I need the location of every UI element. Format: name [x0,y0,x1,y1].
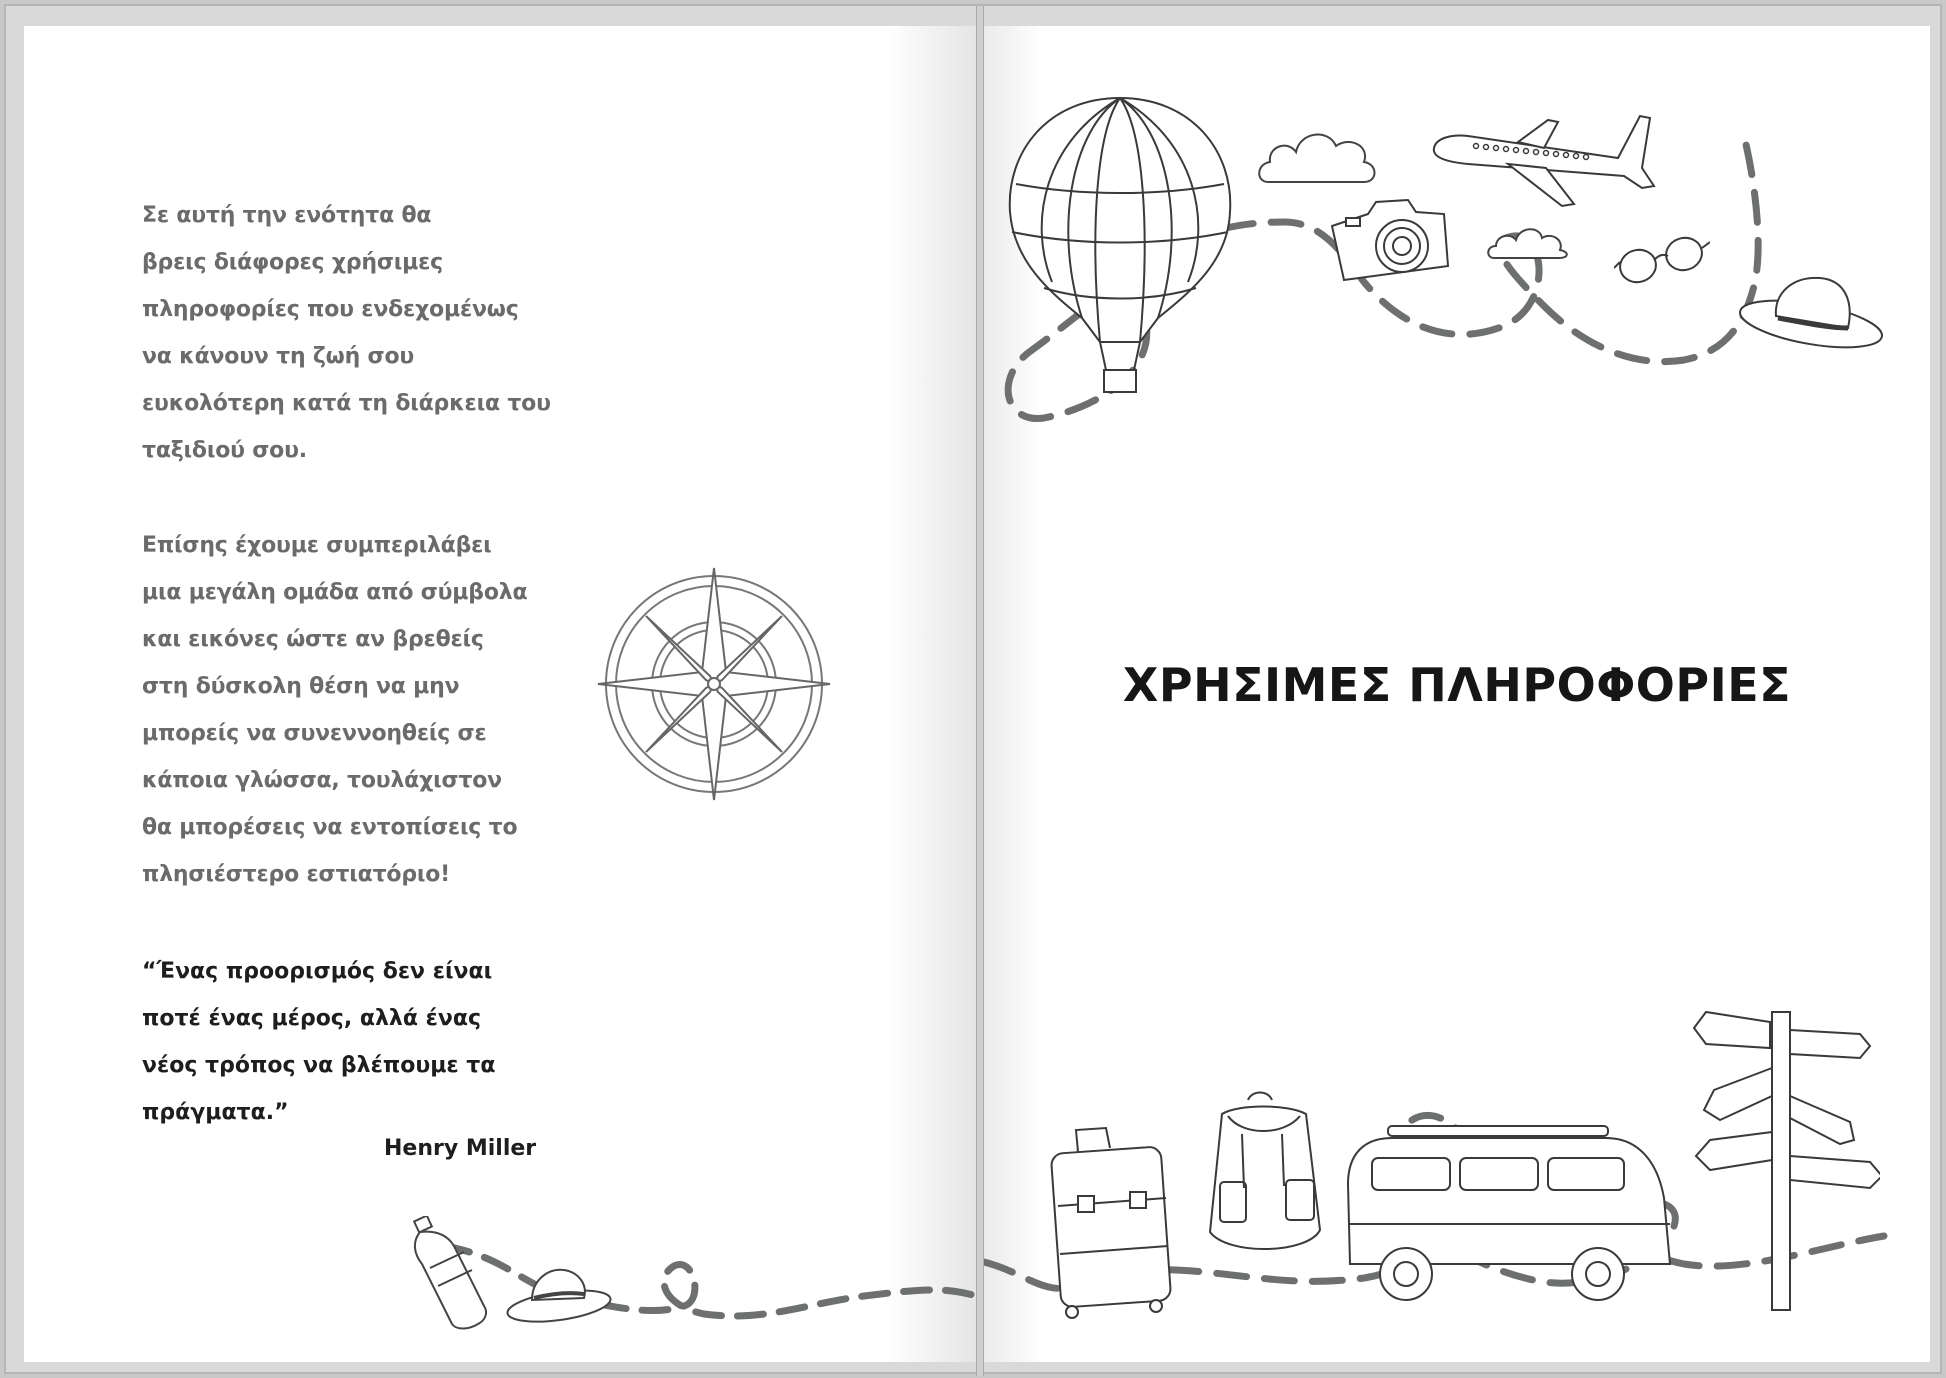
signpost-icon [1690,1004,1880,1314]
cloud-icon [1254,122,1382,192]
page-title: ΧΡΗΣΙΜΕΣ ΠΛΗΡΟΦΟΡΙΕΣ [1122,658,1792,712]
suitcase-icon [1048,1126,1178,1322]
book-gutter [976,6,984,1376]
hot-air-balloon-icon [1000,92,1240,402]
open-book [4,4,1942,1374]
hat-icon [504,1262,614,1326]
sunglasses-icon [1614,232,1710,288]
compass-icon [596,554,836,814]
water-bottle-icon [408,1216,498,1332]
backpack-icon [1198,1090,1328,1260]
airplane-icon [1428,112,1658,218]
left-page [24,26,976,1362]
camera-icon [1328,196,1452,292]
quote-text: “Ένας προορισμός δεν είναι ποτέ ένας μέρος, αλλά ένας νέος τρόπος να βλέπουμε τα πράγματα.” [142,959,496,1125]
quote-author: Henry Miller [384,1136,537,1161]
intro-paragraph: Σε αυτή την ενότητα θα βρεις διάφορες χρήσιμες πληροφορίες που ενδεχομένως να κάνουν τη ζωή σου ευκολότερη κατά τη διάρκεια του ταξιδιού σου. [142,203,551,463]
van-icon [1340,1124,1680,1304]
right-page [984,26,1930,1362]
symbols-paragraph: Επίσης έχουμε συμπεριλάβει μια μεγάλη ομάδα από σύμβολα και εικόνες ώστε αν βρεθείς στη δύσκολη θέση να μην μπορείς να συνεννοηθείς σε κάποια γλώσσα, τουλάχιστον θα μπορέσεις να εντοπίσεις το πλησιέστερο εστιατόριο! [142,533,528,887]
cloud-icon [1486,222,1570,264]
hat-icon [1736,272,1886,352]
